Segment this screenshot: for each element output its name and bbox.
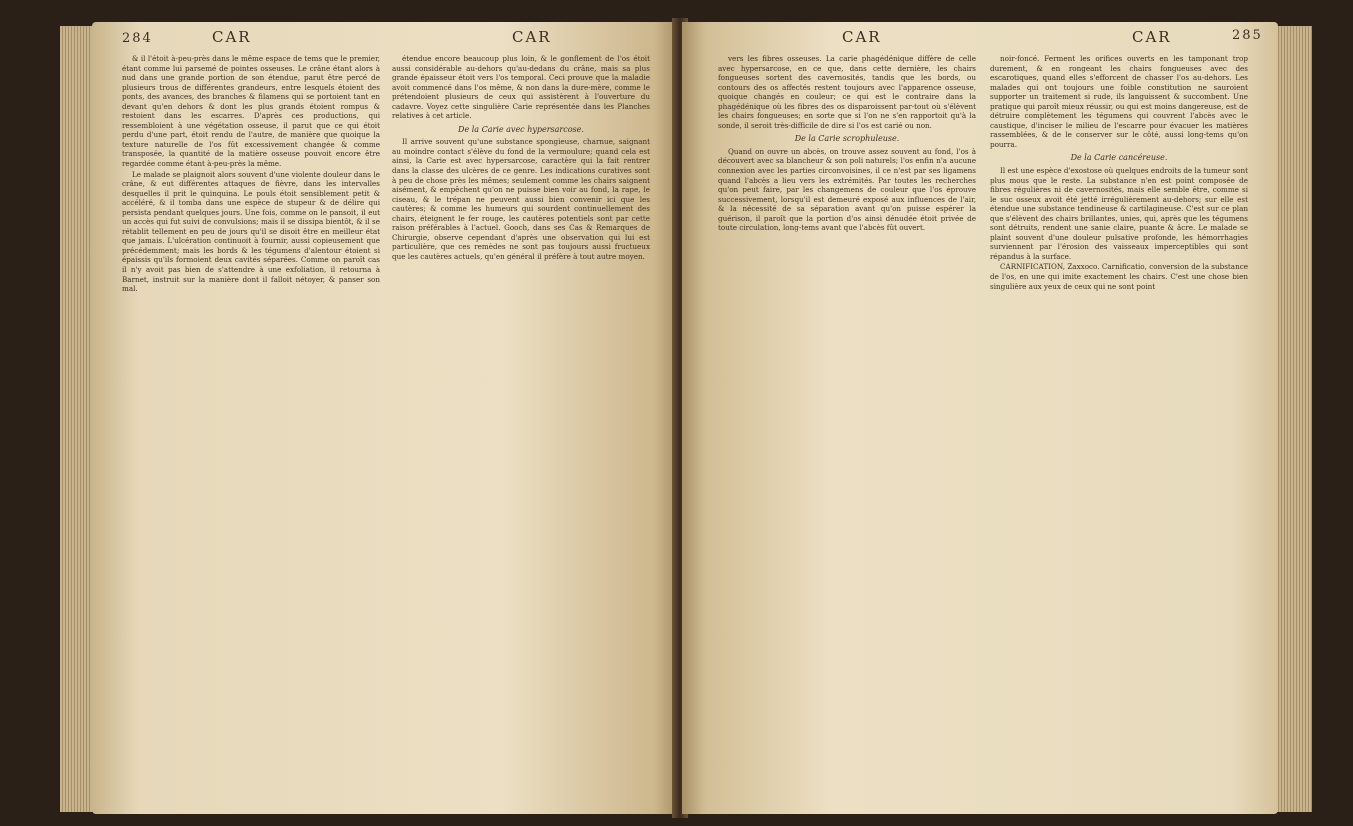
paragraph: Quand on ouvre un abcès, on trouve assez souvent au fond, l'os à découvert avec sa blancheur & son poli naturels; l'os enfin n'a aucune connexion avec les parties circonvoisines, il ce n'est par ses ligamens quand l'abcès a lieu vers les extrémités. Par toutes les recherches qu'on peut faire, par les changemens de couleur que l'os éprouve successivement, lorsqu'il est demeuré exposé aux influences de l'air, & la nécessité de sa séparation avant qu'on puisse espérer la guérison, il paroît que la portion d'os ainsi dénudée étoit privée de toute circulation, long-tems avant que l'abcès fût ouvert. xyxy=(718,146,976,233)
paragraph: CARNIFICATION, Zaxxoco. Carnificatio, conversion de la substance de l'os, en une qui imite exactement les chairs. C'est une chose bien singulière aux yeux de ceux qui ne sont point xyxy=(990,262,1248,291)
section-heading: De la Carie avec hypersarcose. xyxy=(458,124,584,134)
left-running-header xyxy=(122,28,662,54)
paragraph: étendue encore beaucoup plus loin, & le gonflement de l'os étoit aussi considérable au-dehors qu'au-dedans du crâne, mais sa plus grande épaisseur étoit vers l'os temporal. Ceci prouve que la maladie avoit commencé dans l'os même, & non dans la dure-mère, comme le prétendoient plusieurs de ceux qui assistèrent à l'ouverture du cadavre. Voyez cette singulière Carie représentée dans les Planches relatives à cet article. xyxy=(392,54,650,121)
right-page-number: 285 xyxy=(1232,28,1263,43)
page-edges-right xyxy=(1276,26,1312,812)
left-column-1 xyxy=(122,54,380,806)
left-page xyxy=(92,22,678,814)
right-header-word-2: CAR xyxy=(1132,28,1172,46)
right-page xyxy=(682,22,1278,814)
right-header-word-1: CAR xyxy=(842,28,882,46)
paragraph: Le malade se plaignoit alors souvent d'une violente douleur dans le crâne, & eut différentes attaques de fièvre, dans les intervalles desquelles il prit le quinquina. Le pouls étoit sensiblement petit & accéléré, & il tomba dans une espèce de stupeur & de délire qui persista pendant quelques jours. Une fois, comme on le pansoit, il eut un accès qui fut suivi de convulsions; mais il se dissipa bientôt, & il se rétablit tellement en peu de jours qu'il se disoit être en meilleur état que jamais. L'ulcération continuoit à fournir, aussi copieusement que précédemment; mais les bords & les tégumens d'alentour étoient si épaissis qu'ils formoient deux cavités séparées. Comme on paroît cas il n'y avoit pas bien de s'attendre à une exfoliation, il retourna à Barnet, instruit sur la manière dont il falloit nétoyer, & panser son mal. xyxy=(122,169,380,294)
paragraph: Il est une espèce d'exostose où quelques endroits de la tumeur sont plus mous que le reste. La substance n'en est point composée de fibres régulières ni de cavernosités, mais elle semble être, comme si le suc osseux avoit été jetté irrégulièrement au-dehors; sur elle est étendue une substance tendineuse & cartilagineuse. C'est sur ce plan que s'élèvent des chairs brillantes, unies, qui, après que les tégumens sont détruits, rendent une sanie claire, puante & âcre. Le malade se plaint souvent d'une douleur pulsative profonde, les hémorrhagies surviennent par l'érosion des vaisseaux imperceptibles qui sont répandus à la surface. xyxy=(990,166,1248,261)
section-heading: De la Carie scrophuleuse. xyxy=(794,134,900,144)
page-edges-left xyxy=(60,26,94,812)
right-column-2 xyxy=(990,54,1248,806)
paragraph: & il l'étoit à-peu-près dans le même espace de tems que le premier, étant comme lui parsemé de pointes osseuses. Le crâne étant alors à nud dans une grande portion de son étendue, parut être percé de plusieurs trous de différentes grandeurs, entre lesquels étoient des ponts, des avances, des branches & filamens qui se portoient tant en devant qu'en dehors & dont les plus grands étoient rompus & restoient dans les escarres. D'après ces productions, qui ressembloient à une végétation osseuse, il parut que ce qui étoit perdu d'une part, étoit rendu de l'autre, de manière que quoique la texture naturelle de l'os fût excessivement changée & comme transposée, la quantité de la matière osseuse pouvoit encore être regardée comme étant à-peu-près la même. xyxy=(122,54,380,169)
left-header-word-1: CAR xyxy=(212,28,252,46)
left-header-word-2: CAR xyxy=(512,28,552,46)
left-column-2 xyxy=(392,54,650,806)
right-column-1 xyxy=(718,54,976,806)
paragraph: noir-foncé. Ferment les orifices ouverts en les tamponant trop durement, & en rongeant les chairs fongueuses avec des escarotiques, quand elles s'efforcent de chasser l'os au-dehors. Les malades qui ont toujours une foible constitution ne sauroient supporter un traitement si rude, ils languissent & succombent. Une pratique qui paroît mieux réussir, ou qui est moins dangereuse, est de détruire complètement les tégumens qui couvrent l'abcès avec le caustique, d'inciser le milieu de l'escarre pour évacuer les matières rassemblées, & de le conserver sur le côté, aussi long-tems qu'on pourra. xyxy=(990,54,1248,149)
section-heading: De la Carie cancéreuse. xyxy=(1070,153,1168,163)
paragraph: vers les fibres osseuses. La carie phagédénique diffère de celle avec hypersarcose, en ce que, dans cette dernière, les chairs fongueuses sortent des cavernosités, tandis que les bords, ou contours des os affectés restent toujours avec l'apparence osseuse, quoique changés en couleur; ce qui est le contraire dans la phagédénique où les fibres des os disparoissent par-tout où s'élèvent les chairs fongueuses; en sorte que si l'on ne s'en rapportoit qu'à la sonde, il seroit très-difficile de dire si l'os est carié ou non. xyxy=(718,54,976,130)
right-running-header xyxy=(712,28,1262,54)
left-page-number: 284 xyxy=(122,31,153,46)
paragraph: Il arrive souvent qu'une substance spongieuse, charnue, saignant au moindre contact s'élève du fond de la vermoulure; quand cela est ainsi, la Carie est avec hypersarcose, caractère qui la fait rentrer dans la classe des ulcères de ce genre. Les indications curatives sont à peu de chose près les mêmes; seulement comme les chairs saignent aisément, & empêchent qu'on ne puisse bien voir au fond, la rape, le ciseau, & le trépan ne peuvent aussi bien convenir ici que les cautères; & comme les humeurs qui sourdent continuellement des chairs, éteignent le fer rouge, les cautères potentiels sont par cette raison préférables à l'actuel. Gooch, dans ses Cas & Remarques de Chirurgie, observe cependant d'après une observation qui lui est particulière, que ces remèdes ne sont pas toujours aussi fructueux que les cautères actuels, qu'en général il préfère à tout autre moyen. xyxy=(392,137,650,261)
